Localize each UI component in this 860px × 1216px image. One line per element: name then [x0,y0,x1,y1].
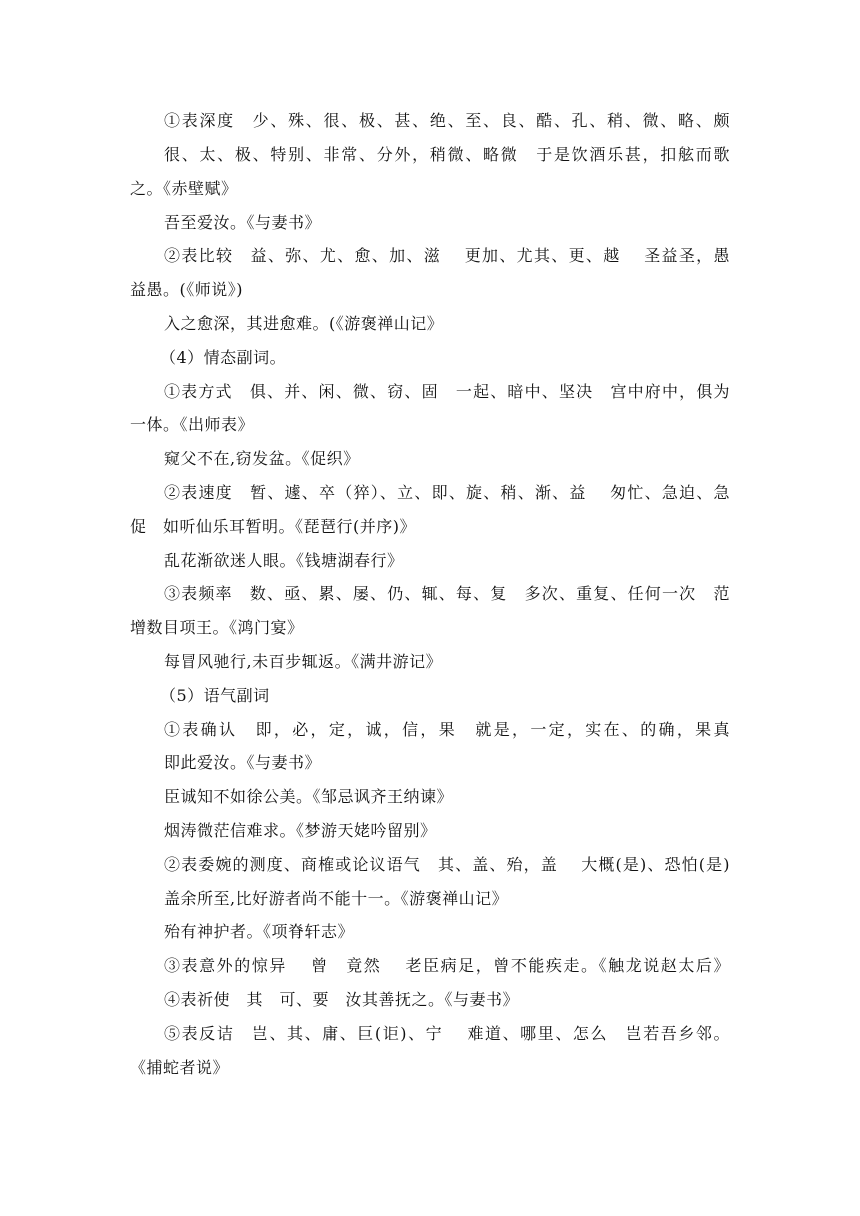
text-line-1: ①表深度 少、殊、很、极、甚、绝、至、良、酷、孔、稍、微、略、颇 [164,111,730,130]
text-line-20: 即此爱汝。《与妻书》 [164,753,322,772]
text-line-4: 吾至爱汝。《与妻书》 [164,213,322,232]
text-line-19: ①表确认 即，必，定，诚，信，果 就是，一定，实在、的确，果真 [164,720,730,739]
text-line-7: 入之愈深，其进愈难。(《游褒禅山记》 [164,314,444,333]
section-heading-5: （5）语气副词 [160,686,270,705]
text-line-23: ②表委婉的测度、商榷或论议语气 其、盖、殆，盖 大概(是)、恐怕(是) [164,855,730,874]
text-line-26: ③表意外的惊异 曾 竟然 老臣病足，曾不能疾走。《触龙说赵太后》 [164,956,730,975]
text-line-2: 很、太、极、特别、非常、分外，稍微、略微 于是饮酒乐甚，扣舷而歌 [164,145,730,164]
text-line-16: 增数目项王。《鸿门宴》 [130,618,304,637]
text-line-14: 乱花渐欲迷人眼。《钱塘湖春行》 [164,551,404,570]
section-heading-4: （4）情态副词。 [160,348,287,367]
text-line-15: ③表频率 数、亟、累、屡、仍、辄、每、复 多次、重复、任何一次 范 [164,584,730,603]
text-line-11: 窥父不在,窃发盆。《促织》 [164,449,360,468]
text-line-28: ⑤表反诘 岂、其、庸、巨(讵)、宁 难道、哪里、怎么 岂若吾乡邻。 [164,1024,730,1043]
text-line-3: 之。《赤壁赋》 [130,179,238,198]
text-line-22: 烟涛微茫信难求。《梦游天姥吟留别》 [164,821,437,840]
text-line-17: 每冒风驰行,未百步辄返。《满井游记》 [164,652,443,671]
text-line-12: ②表速度 暂、遽、卒（猝）、立、即、旋、稍、渐、益 匆忙、急迫、急 [164,483,730,502]
text-line-5: ②表比较 益、弥、尤、愈、加、滋 更加、尤其、更、越 圣益圣，愚 [164,246,730,265]
text-line-6: 益愚。(《师说》) [130,280,243,299]
text-line-25: 殆有神护者。《项脊轩志》 [164,922,355,941]
text-line-21: 臣诚知不如徐公美。《邹忌讽齐王纳谏》 [164,787,454,806]
text-line-27: ④表祈使 其 可、要 汝其善抚之。《与妻书》 [164,990,520,1009]
text-line-24: 盖余所至,比好游者尚不能十一。《游褒禅山记》 [164,889,509,908]
text-line-29: 《捕蛇者说》 [130,1058,230,1077]
text-line-13: 促 如听仙乐耳暂明。《琵琶行(并序)》 [130,517,416,536]
text-line-10: 一体。《出师表》 [130,415,255,434]
text-line-9: ①表方式 俱、并、闲、微、窃、固 一起、暗中、坚决 宫中府中，俱为 [164,382,730,401]
